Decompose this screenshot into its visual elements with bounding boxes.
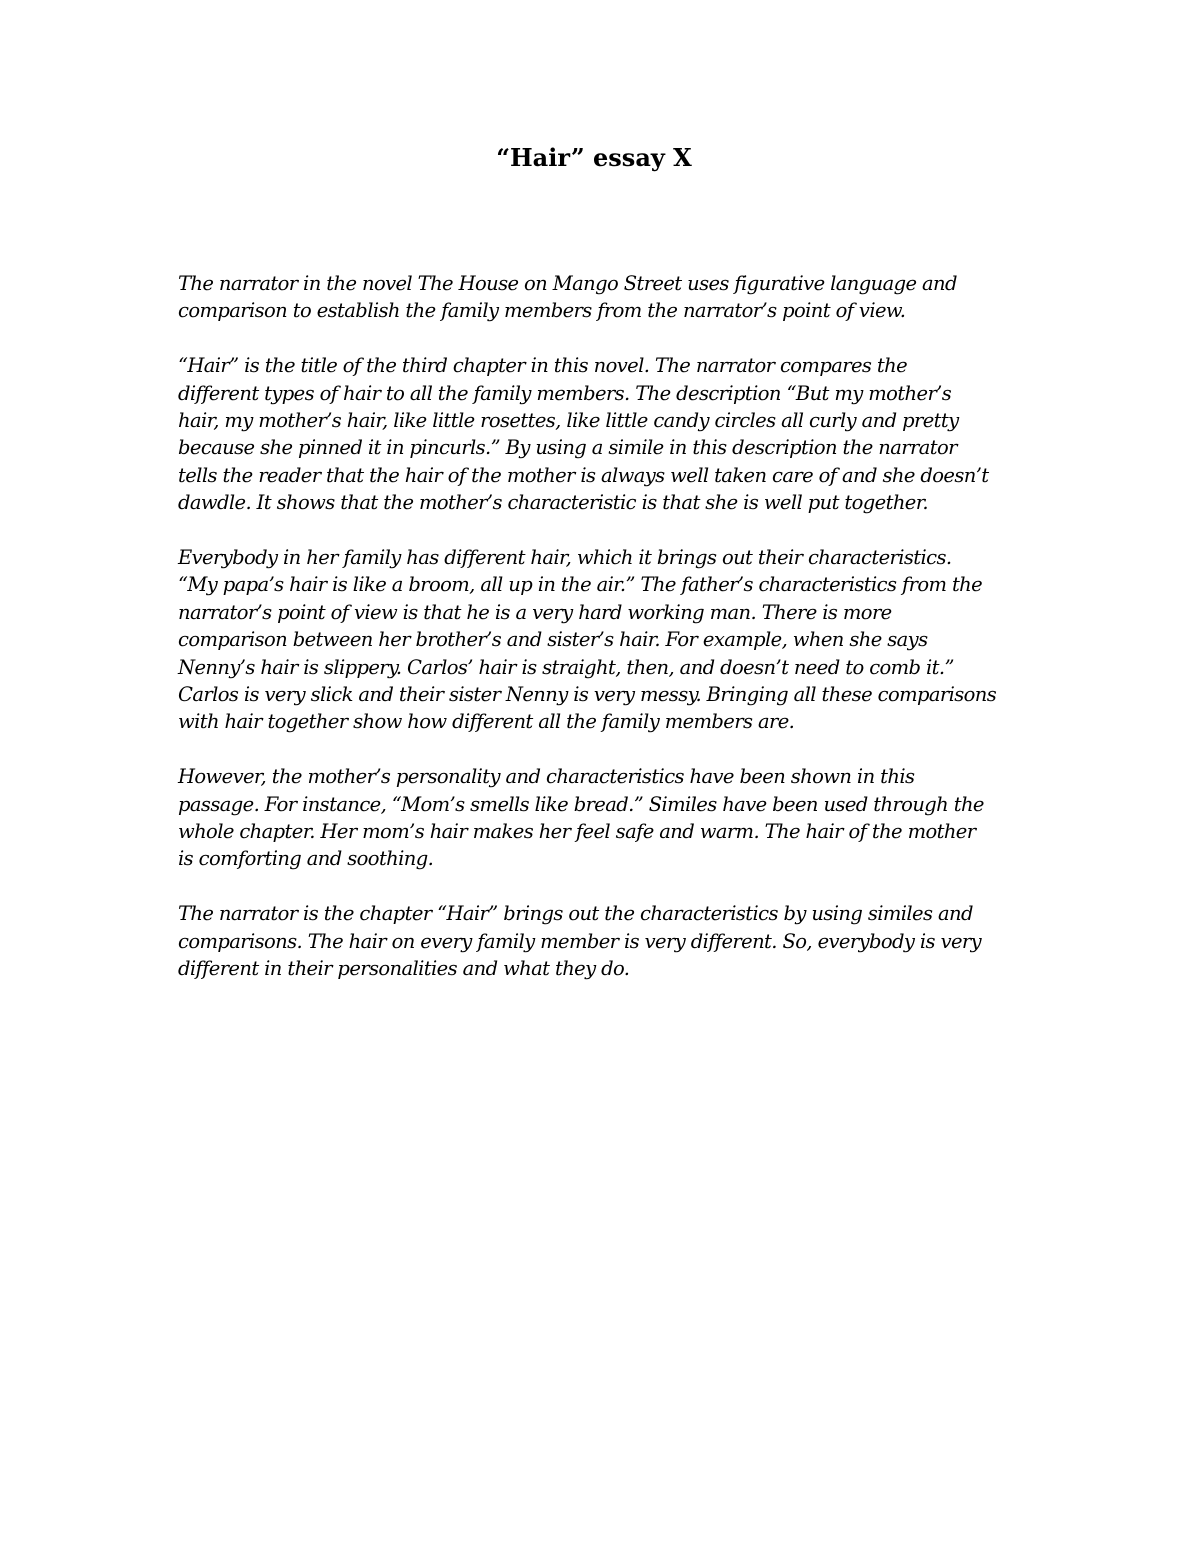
text-line: The narrator is the chapter “Hair” brings out the characteristics by using similes and (178, 902, 973, 926)
text-line: whole chapter. Her mom’s hair makes her feel safe and warm. The hair of the mother (178, 820, 976, 844)
text-line: with hair together show how different all the family members are. (178, 710, 795, 734)
text-line: comparison between her brother’s and sister’s hair. For example, when she says (178, 628, 928, 652)
paragraph-5 (178, 900, 1038, 982)
text-line: because she pinned it in pincurls.” By using a simile in this description the narrator (178, 436, 957, 460)
paragraph-3 (178, 544, 1038, 736)
page-title: “Hair” essay X (496, 143, 692, 172)
text-line: comparisons. The hair on every family member is very different. So, everybody is very (178, 929, 982, 953)
text-line: is comforting and soothing. (178, 847, 434, 871)
text-line: “Hair” is the title of the third chapter in this novel. The narrator compares the (178, 354, 908, 378)
text-line: different in their personalities and what they do. (178, 957, 630, 981)
text-line: comparison to establish the family members from the narrator’s point of view. (178, 299, 906, 323)
text-line: However, the mother’s personality and characteristics have been shown in this (178, 765, 915, 789)
text-line: dawdle. It shows that the mother’s characteristic is that she is well put together. (178, 491, 928, 515)
text-line: hair, my mother’s hair, like little rosettes, like little candy circles all curly and pretty (178, 409, 959, 433)
text-line: Nenny’s hair is slippery. Carlos’ hair is straight, then, and doesn’t need to comb it.” (178, 655, 954, 679)
text-line: “My papa’s hair is like a broom, all up in the air.” The father’s characteristics from the (178, 573, 983, 597)
essay-body (178, 270, 1038, 1010)
text-line: different types of hair to all the family members. The description “But my mother’s (178, 381, 952, 405)
text-line: narrator’s point of view is that he is a very hard working man. There is more (178, 600, 892, 624)
text-line: Everybody in her family has different hair, which it brings out their characteristics. (178, 546, 952, 570)
text-line: Carlos is very slick and their sister Nenny is very messy. Bringing all these comparisons (178, 683, 997, 707)
text-line: tells the reader that the hair of the mother is always well taken care of and she doesn’t (178, 463, 989, 487)
paragraph-2 (178, 352, 1038, 516)
text-line: passage. For instance, “Mom’s smells like bread.” Similes have been used through the (178, 792, 984, 816)
paragraph-4 (178, 763, 1038, 873)
text-line: The narrator in the novel The House on Mango Street uses figurative language and (178, 272, 957, 295)
paragraph-1 (178, 270, 1038, 325)
